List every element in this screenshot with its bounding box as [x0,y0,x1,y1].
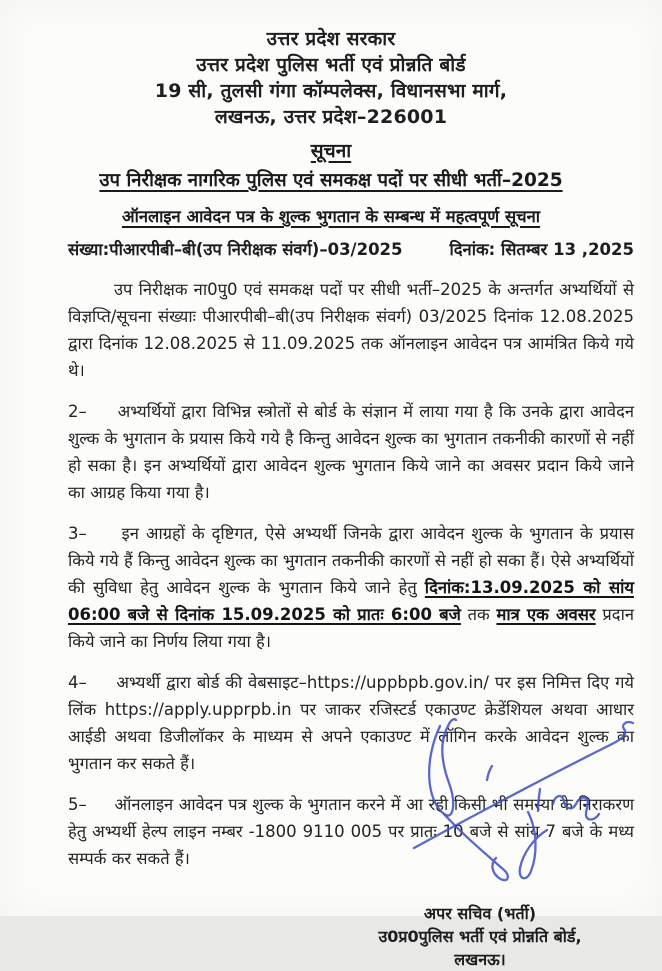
notice-title: सूचना [310,140,352,162]
signatory-designation: अपर सचिव (भर्ती) [423,904,537,923]
reference-number: संख्या:पीआरपीबी–बी(उप निरीक्षक संवर्ग)–03/2025 [68,240,403,259]
reference-row [68,237,634,260]
notice-subject: ऑनलाइन आवेदन पत्र के शुल्क भुगतान के सम्बन्ध में महत्वपूर्ण सूचना [121,207,541,226]
single-opportunity-emphasis: मात्र एक अवसर [496,605,596,624]
signatory-place: लखनऊ। [454,950,506,969]
notice-subtitle: उप निरीक्षक नागरिक पुलिस एवं समकक्ष पदों पर सीधी भर्ती–2025 [99,170,563,191]
payment-window-emphasis: दिनांक:13.09.2025 को सांय 06:00 बजे से दिनांक 15.09.2025 को प्रातः 6:00 बजे [68,578,634,624]
letterhead-address-line: 19 सी, तुलसी गंगा कॉम्पलेक्स, विधानसभा मार्ग, [154,80,508,102]
paragraph-1: उप निरीक्षक ना0पु0 एवं समकक्ष पदों पर सीधी भर्ती–2025 के अन्तर्गत अभ्यर्थियों से विज्ञप्ति/सूचना संख्याः पीआरपीबी–बी(उप निरीक्षक संवर्ग) 03/2025 दिनांक 12.08.2025 द्वारा दिनांक 12.08.2025 से 11.09.2025 तक ऑनलाइन आवेदन पत्र आमंत्रित किये गये थे। [68,280,634,380]
paragraph-3: 3– इन आग्रहों के दृष्टिगत, ऐसे अभ्यर्थी जिनके द्वारा आवेदन शुल्क के भुगतान के प्रयास किये गये हैं किन्तु आवेदन शुल्क का भुगतान तकनीकी कारणों से नहीं हो सका हैं। ऐसे अभ्यर्थियों की सुविधा हेतु आवेदन शुल्क के भुगतान किये जाने हेतु दिनांक:13.09.2025 को सांय 06:00 बजे से दिनांक 15.09.2025 को प्रातः 6:00 बजे तक मात्र एक अवसर प्रदान किये जाने का निर्णय लिया गया है। [68,524,634,651]
paragraph-3-text: 3– इन आग्रहों के दृष्टिगत, ऐसे अभ्यर्थी जिनके द्वारा आवेदन शुल्क के भुगतान के प्रयास किये गये हैं किन्तु आवेदन शुल्क का भुगतान तकनीकी कारणों से नहीं हो सका हैं। ऐसे अभ्यर्थियों की सुविधा हेतु आवेदन शुल्क के भुगतान किये जाने हेतु [68,524,634,597]
letterhead-government-line: उत्तर प्रदेश सरकार [266,28,396,50]
letterhead-city-line: लखनऊ, उत्तर प्रदेश–226001 [214,106,448,128]
letterhead [0,26,662,130]
document-body [68,237,634,971]
reference-date: दिनांक: सितम्बर 13 ,2025 [449,240,634,259]
signatory-block [340,902,620,971]
letterhead-board-line: उत्तर प्रदेश पुलिस भर्ती एवं प्रोन्नति बोर्ड [196,54,466,76]
paragraph-2: 2– अभ्यर्थियों द्वारा विभिन्न स्त्रोतों से बोर्ड के संज्ञान में लाया गया है कि उनके द्वारा आवेदन शुल्क के भुगतान के प्रयास किये गये है किन्तु आवेदन शुल्क का भुगतान तकनीकी कारणों से नहीं हो सका है। इन अभ्यर्थियों द्वारा आवेदन शुल्क भुगतान किये जाने का अवसर प्रदान किये जाने का आग्रह किया गया है। [68,402,634,502]
paragraph-4: 4– अभ्यर्थी द्वारा बोर्ड की वेबसाइट–https://uppbpb.gov.in/ पर इस निमित्त दिए गये लिंक https://apply.upprpb.in पर जाकर रजिस्टर्ड एकाउण्ट क्रेडेंशियल अथवा आधार आईडी अथवा डिजीलॉकर के माध्यम से अपने एकाउण्ट में लॉगिन करके आवेदन शुल्क का भुगतान कर सकते हैं। [68,673,634,773]
paragraph-5: 5– ऑनलाइन आवेदन पत्र शुल्क के भुगतान करने में आ रही किसी भी समस्या के निराकरण हेतु अभ्यर्थी हेल्प लाइन नम्बर -1800 9110 005 पर प्रातः 10 बजे से सांय 7 बजे के मध्य सम्पर्क कर सकते हैं। [68,795,634,868]
signatory-organisation: उ0प्र0पुलिस भर्ती एवं प्रोन्नति बोर्ड, [378,927,582,946]
